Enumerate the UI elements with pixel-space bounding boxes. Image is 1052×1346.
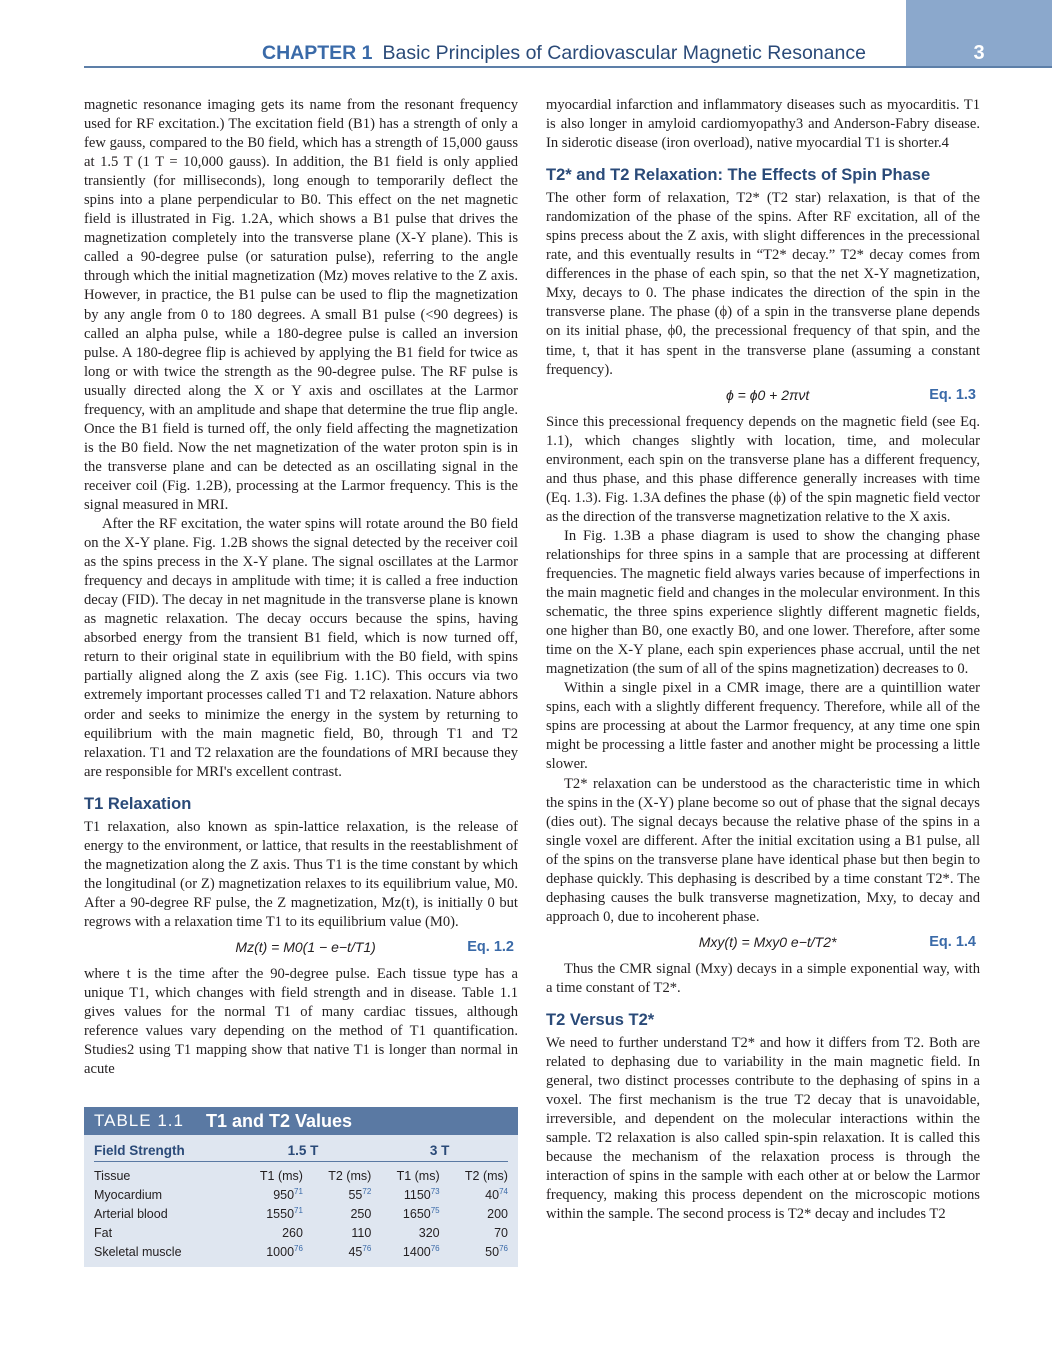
reference-superscript: 71 <box>294 1205 303 1215</box>
column-header: T1 (ms) <box>396 1168 440 1183</box>
reference-superscript: 73 <box>430 1186 440 1196</box>
page-number: 3 <box>973 42 985 64</box>
table-body <box>84 1162 518 1267</box>
right-column <box>546 96 980 1224</box>
value-cell: $40^{74}$ <box>485 1186 508 1202</box>
table-row <box>94 1223 508 1242</box>
table-row <box>94 1185 508 1204</box>
heading-t2-versus-t2star: T2 Versus T2* <box>546 1010 655 1029</box>
column-header: T2 (ms) <box>328 1168 372 1183</box>
table-row <box>94 1204 508 1223</box>
table-1-1 <box>84 1107 518 1267</box>
right-paragraph-5: Within a single pixel in a CMR image, there are a quintillion water spins, each with a slightly different frequency. Therefore, while all of the spins are processing at about the Larmor frequency, at any time one spin might be processing a little faster and another might be processing a little slower. <box>546 680 980 773</box>
right-paragraph-8: We need to further understand T2* and how it differs from T2. Both are related to dephasing due to variability in the main magnetic field. In general, two distinct processes contribute to the dephasing of spins in a voxel. The first mechanism is the true T2 decay that is unavoidable, irreversible, and dependent on the molecular interactions within the sample. T2 relaxation is also called spin-spin relaxation. It is called this because the mechanism of the relaxation process is through the interaction of spins in the sample with each other at or below the Larmor frequency, making this process dependent on the microscopic motions within the sample. The second process is T2* decay and includes T2 <box>546 1034 980 1223</box>
header-rule <box>84 66 1052 68</box>
value-cell: 70 <box>494 1225 508 1240</box>
reference-superscript: 76 <box>499 1243 508 1253</box>
value-cell: 1000$^{76}$ <box>266 1243 303 1259</box>
table-row <box>94 1242 508 1261</box>
left-paragraph-3: T1 relaxation, also known as spin-lattice relaxation, is the release of energy to the environment, or lattice, that results in the reestablishment of the magnetization along the Z axis. Thus T1 is the time constant by which the longitudinal (or Z) magnetization relaxes to its equilibrium value, M0. After a 90-degree RF pulse, the Z magnetization, Mz(t), is initially 0 but regrows with a relaxation time T1 to its equilibrium value (M0). <box>84 818 518 930</box>
equation-1-4 <box>546 932 980 954</box>
equation-1-4-label: Eq. 1.4 <box>929 934 976 951</box>
right-paragraph-6: T2* relaxation can be understood as the characteristic time in which the spins in the (X-Y) plane become so out of phase that the signal decays (dies out). The signal decays because the relative phase of the spins in a single voxel are different. After the initial excitation using a B1 pulse, all of the spins on the transverse plane have identical phase but then begin to dephase quickly. This dephasing is described by a time constant T2*. The dephasing causes the bulk transverse magnetization, Mxy, to decay and approach 0, due to incoherent phase. <box>546 775 980 925</box>
column-header: Tissue <box>94 1168 131 1183</box>
value-cell: $45^{76}$ <box>348 1243 372 1259</box>
left-paragraph-4: where t is the time after the 90-degree pulse. Each tissue type has a unique T1, which changes with field strength and in disease. Table 1.1 gives values for the normal T1 of many cardiac tissues, although reference values vary depending on the method of T1 quantification. Studies2 using T1 mapping show that native T1 is longer than normal in acute <box>84 965 518 1078</box>
reference-superscript: 72 <box>362 1186 372 1196</box>
running-head <box>262 42 866 65</box>
left-paragraph-2: After the RF excitation, the water spins will rotate around the B0 field on the X-Y plane. Fig. 1.2B shows the signal detected by the receiver coil as the spins precess in the X-Y plane. The signal oscillates at the Larmor frequency and decays in amplitude with time; it is called a free induction decay (FID). The decay in net magnitude in the transverse plane is known as magnetic relaxation. The decay occurs because the spins, having absorbed energy from the transient B1 field, which is now turned off, return to their original state in equilibrium with the B0 field, with spins partially aligned along the Z axis (see Fig. 1.1C). This occurs via two extremely important processes called T1 and T2 relaxation. Nature abhors order and seeks to minimize the energy in the system by returning to equilibrium with the main magnetic field, B0, through T1 and T2 relaxation. T1 and T2 relaxation are the foundations of MRI because they are responsible for MRI's excellent contrast. <box>84 516 518 780</box>
group-header-1-5t: 1.5 T <box>287 1142 319 1158</box>
reference-superscript: 71 <box>294 1186 303 1196</box>
chapter-title: Basic Principles of Cardiovascular Magnetic Resonance <box>382 42 866 64</box>
tissue-cell: Arterial blood <box>94 1206 168 1221</box>
table-data-rows <box>94 1185 508 1261</box>
left-column <box>84 96 518 1079</box>
table-title-bar <box>84 1107 518 1135</box>
tissue-cell: Myocardium <box>94 1187 163 1202</box>
value-cell: 250 <box>350 1206 372 1221</box>
chapter-label: CHAPTER 1 <box>262 42 373 64</box>
value-cell: 110 <box>351 1225 372 1240</box>
heading-t2star-relaxation: T2* and T2 Relaxation: The Effects of Spin Phase <box>546 166 931 185</box>
value-cell: 1400$^{76}$ <box>402 1243 440 1259</box>
reference-superscript: 76 <box>362 1243 372 1253</box>
value-cell: 1150$^{73}$ <box>403 1186 440 1202</box>
reference-superscript: 76 <box>294 1243 303 1253</box>
equation-1-2-label: Eq. 1.2 <box>467 939 514 956</box>
reference-superscript: 76 <box>430 1243 440 1253</box>
right-paragraph-3: Since this precessional frequency depends on the magnetic field (see Eq. 1.1), which changes slightly with location, time, and molecular environment, each spin on the transverse plane has a different frequency, and thus phase, and this phase difference generally increases with time (Eq. 1.3). Fig. 1.3A defines the phase (ϕ) of the spin magnetic field vector as the direction of the transverse magnetization relative to the X axis. <box>546 413 980 525</box>
reference-superscript: 75 <box>430 1205 440 1215</box>
value-cell: 320 <box>418 1225 440 1240</box>
column-header: T1 (ms) <box>259 1168 303 1183</box>
page-header <box>0 0 1052 68</box>
table-group-header <box>94 1139 508 1162</box>
group-header-3t: 3 T <box>429 1142 450 1158</box>
table-column-header-row <box>94 1166 508 1185</box>
table-title: T1 and T2 Values <box>206 1110 353 1131</box>
value-cell: 1650$^{75}$ <box>402 1205 440 1221</box>
left-paragraph-1: magnetic resonance imaging gets its name from the resonant frequency used for RF excitation.) The excitation field (B1) has a strength of only a few gauss, compared to the B0 field, which has a strength of 15,000 gauss at 1.5 T (1 T = 10,000 gauss). In addition, the B1 field is only applied transiently (for milliseconds), long enough to temporarily deflect the spins into a plane perpendicular to B0. This effect on the net magnetic field is illustrated in Fig. 1.2A, which shows a B1 pulse that drives the magnetization completely into the transverse plane (X-Y plane). This is called a 90-degree pulse (or saturation pulse), referring to the angle through which the initial magnetization (Mz) moves relative to the Z axis. However, in practice, the B1 pulse can be used to flip the magnetization by any angle from 0 to 180 degrees. A small B1 pulse (<90 degrees) is called an alpha pulse, while a 180-degree pulse is called an inversion pulse. A 180-degree flip is achieved by applying the B1 field for twice as long or with twice the strength as the 90-degree pulse. The RF pulse is usually directed along the X or Y axis and oscillates at the Larmor frequency, with an amplitude and shape that determine the true flip angle. Once the B1 field is turned off, the only field affecting the magnetization is the B0 field. Now the net magnetization of the water proton spin is in the transverse plane and can be detected as an oscillating signal in the receiver coil (Fig. 1.2B), processing at the Larmor frequency. This is the signal measured in MRI. <box>84 97 518 513</box>
field-strength-header: Field Strength <box>94 1142 185 1158</box>
equation-1-4-formula: Mxy(t) = Mxy0 e−t/T2* <box>698 934 837 951</box>
right-paragraph-2: The other form of relaxation, T2* (T2 star) relaxation, is that of the randomization of the phase of the spins. After RF excitation, all of the spins precess about the Z axis, with slight differences in the precessional rate, and this eventually results in “T2* decay.” T2* decay comes from differences in the phase of each spin, so that the net X-Y magnetization, Mxy, decays to 0. The phase indicates the direction of the spin in the transverse plane. The phase (ϕ) of a spin in the transverse plane depends on its initial phase, ϕ0, the precessional frequency of that spin, and the time, t, that it has spent in the transverse plane (assuming a constant frequency). <box>546 190 980 378</box>
value-cell: 200 <box>487 1206 508 1221</box>
right-paragraph-1: myocardial infarction and inflammatory diseases such as myocarditis. T1 is also longer in amyloid cardiomyopathy3 and Anderson-Fabry disease. In siderotic disease (iron overload), native myocardial T1 is shorter.4 <box>546 97 980 152</box>
tissue-cell: Fat <box>94 1225 113 1240</box>
right-paragraph-4: In Fig. 1.3B a phase diagram is used to show the changing phase relationships for three spins in a sample that are processing at different frequencies. The magnetic field always varies because of imperfections in the main magnetic field and changes in the molecular environment. In this schematic, the three spins experience slightly different magnetic fields, one higher than B0, one exactly B0, and one lower. Therefore, after some time on the X-Y plane, each spin experiences phase accrual, until the net magnetization (the sum of all of the spins magnetization) decreases to 0. <box>546 527 980 678</box>
value-cell: $55^{72}$ <box>348 1186 372 1202</box>
table-label: TABLE 1.1 <box>94 1111 184 1130</box>
value-cell: 260 <box>282 1225 303 1240</box>
column-header: T2 (ms) <box>464 1168 508 1183</box>
equation-1-2-formula: Mz(t) = M0(1 − e−t/T1) <box>235 939 376 956</box>
equation-1-2 <box>84 937 518 959</box>
heading-t1-relaxation: T1 Relaxation <box>84 794 192 813</box>
reference-superscript: 74 <box>499 1186 508 1196</box>
equation-1-3-formula: ϕ = ϕ0 + 2πνt <box>725 387 810 404</box>
tissue-cell: Skeletal muscle <box>94 1244 182 1259</box>
value-cell: $950^{71}$ <box>273 1186 303 1202</box>
value-cell: 1550$^{71}$ <box>266 1205 303 1221</box>
right-paragraph-7: Thus the CMR signal (Mxy) decays in a simple exponential way, with a time constant of T2*. <box>546 960 980 996</box>
equation-1-3-label: Eq. 1.3 <box>929 387 976 404</box>
value-cell: $50^{76}$ <box>485 1243 508 1259</box>
equation-1-3 <box>546 385 980 407</box>
